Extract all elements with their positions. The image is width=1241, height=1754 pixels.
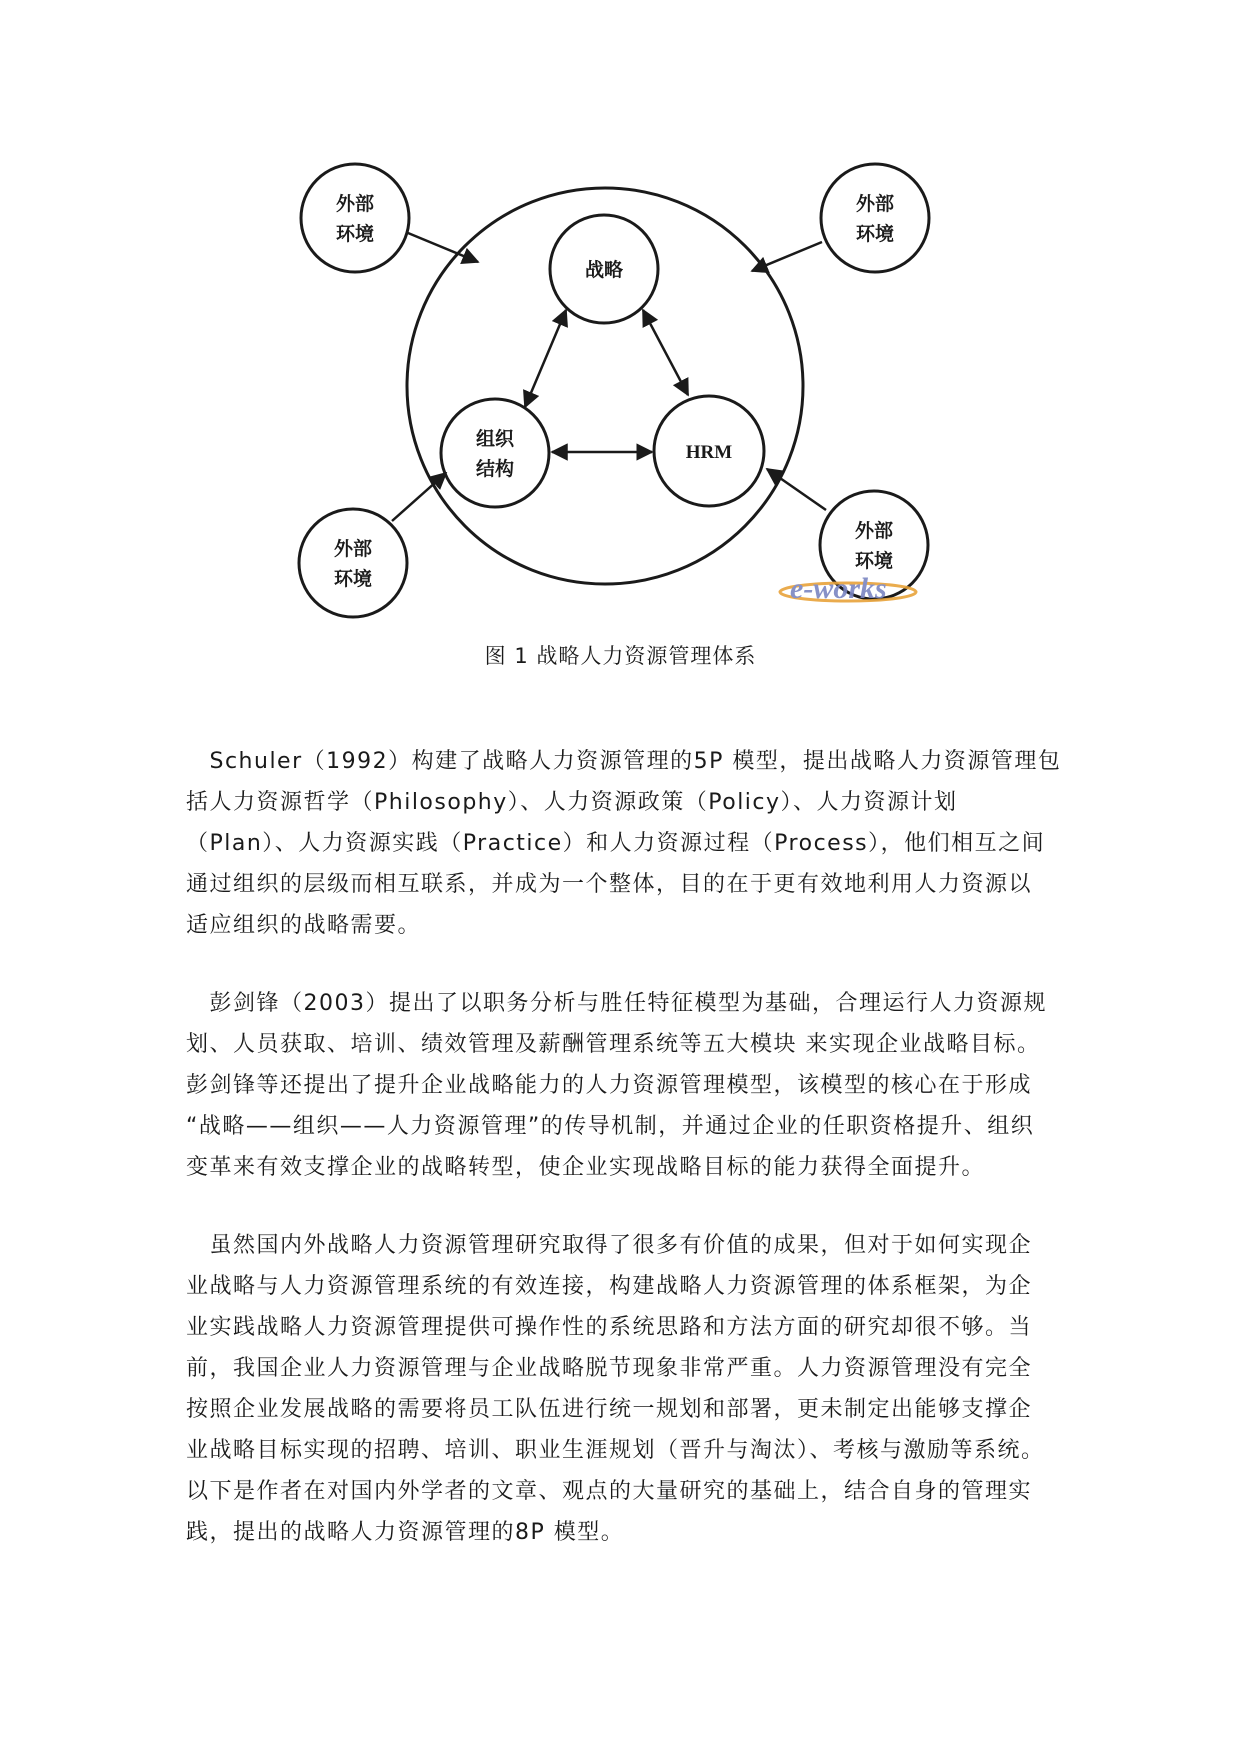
strategic-hrm-diagram <box>0 0 1241 640</box>
arrow-strategy-org <box>525 310 566 407</box>
paragraph-line: 业实践战略人力资源管理提供可操作性的系统思路和方法方面的研究却很不够。当 <box>186 1315 1033 1340</box>
paragraph-line: 划、人员获取、培训、绩效管理及薪酬管理系统等五大模块 来实现企业战略目标。 <box>186 1032 1041 1057</box>
paragraph-line: 通过组织的层级而相互联系，并成为一个整体，目的在于更有效地利用人力资源以 <box>186 872 1033 897</box>
env-tr-line2: 环境 <box>855 223 895 245</box>
paragraph-line: 践，提出的战略人力资源管理的8P 模型。 <box>186 1520 625 1545</box>
arrow-env-bl <box>392 473 446 521</box>
paragraph-line: 业战略与人力资源管理系统的有效连接，构建战略人力资源管理的体系框架，为企 <box>186 1274 1033 1299</box>
env-br-line1: 外部 <box>854 520 894 542</box>
env-tr-line1: 外部 <box>855 193 895 215</box>
node-strategy <box>550 215 658 323</box>
node-env-bottom-left <box>299 509 407 617</box>
arrow-env-br <box>767 469 826 510</box>
paragraph-line: 彭剑锋等还提出了提升企业战略能力的人力资源管理模型，该模型的核心在于形成 <box>186 1073 1033 1098</box>
node-org-label-line2: 结构 <box>475 458 515 480</box>
paragraph-schuler <box>186 741 1086 946</box>
paragraph-conclusion <box>186 1225 1086 1553</box>
paragraph-line: 前，我国企业人力资源管理与企业战略脱节现象非常严重。人力资源管理没有完全 <box>186 1356 1033 1381</box>
paragraph-line: 以下是作者在对国内外学者的文章、观点的大量研究的基础上，结合自身的管理实 <box>186 1479 1033 1504</box>
paragraph-line: Schuler（1992）构建了战略人力资源管理的5P 模型，提出战略人力资源管理包 <box>186 749 1062 774</box>
paragraph-line: 变革来有效支撑企业的战略转型，使企业实现战略目标的能力获得全面提升。 <box>186 1155 986 1180</box>
node-org-structure <box>441 399 549 507</box>
paragraph-line: 业战略目标实现的招聘、培训、职业生涯规划（晋升与淘汰）、考核与激励等系统。 <box>186 1438 1045 1463</box>
watermark-text: e-works <box>790 572 887 605</box>
paragraph-line: 括人力资源哲学（Philosophy）、人力资源政策（Policy）、人力资源计划 <box>186 790 958 815</box>
paragraph-line: 彭剑锋（2003）提出了以职务分析与胜任特征模型为基础，合理运行人力资源规 <box>186 991 1047 1016</box>
env-br-line2: 环境 <box>854 550 894 572</box>
env-tl-line1: 外部 <box>335 193 375 215</box>
arrow-env-tr <box>752 242 822 271</box>
paragraph-line: 虽然国内外战略人力资源管理研究取得了很多有价值的成果，但对于如何实现企 <box>186 1233 1033 1258</box>
node-hrm-label: HRM <box>685 442 733 463</box>
node-org-label-line1: 组织 <box>475 428 515 450</box>
paragraph-line: （Plan）、人力资源实践（Practice）和人力资源过程（Process），他们相互之间 <box>186 831 1046 856</box>
paragraph-line: 适应组织的战略需要。 <box>186 913 422 938</box>
arrow-env-tl <box>408 233 478 262</box>
figure-caption: 图 1 战略人力资源管理体系 <box>484 644 757 668</box>
node-strategy-label: 战略 <box>584 259 624 281</box>
node-env-top-left <box>301 164 409 272</box>
paragraph-line: “战略——组织——人力资源管理”的传导机制，并通过企业的任职资格提升、组织 <box>186 1114 1035 1139</box>
env-tl-line2: 环境 <box>335 223 375 245</box>
arrow-strategy-hrm <box>643 310 688 395</box>
paragraph-peng <box>186 983 1086 1188</box>
paragraph-line: 按照企业发展战略的需要将员工队伍进行统一规划和部署，更未制定出能够支撑企 <box>186 1397 1033 1422</box>
env-bl-line2: 环境 <box>333 568 373 590</box>
node-hrm <box>654 396 764 506</box>
env-bl-line1: 外部 <box>333 538 373 560</box>
node-env-top-right <box>821 164 929 272</box>
